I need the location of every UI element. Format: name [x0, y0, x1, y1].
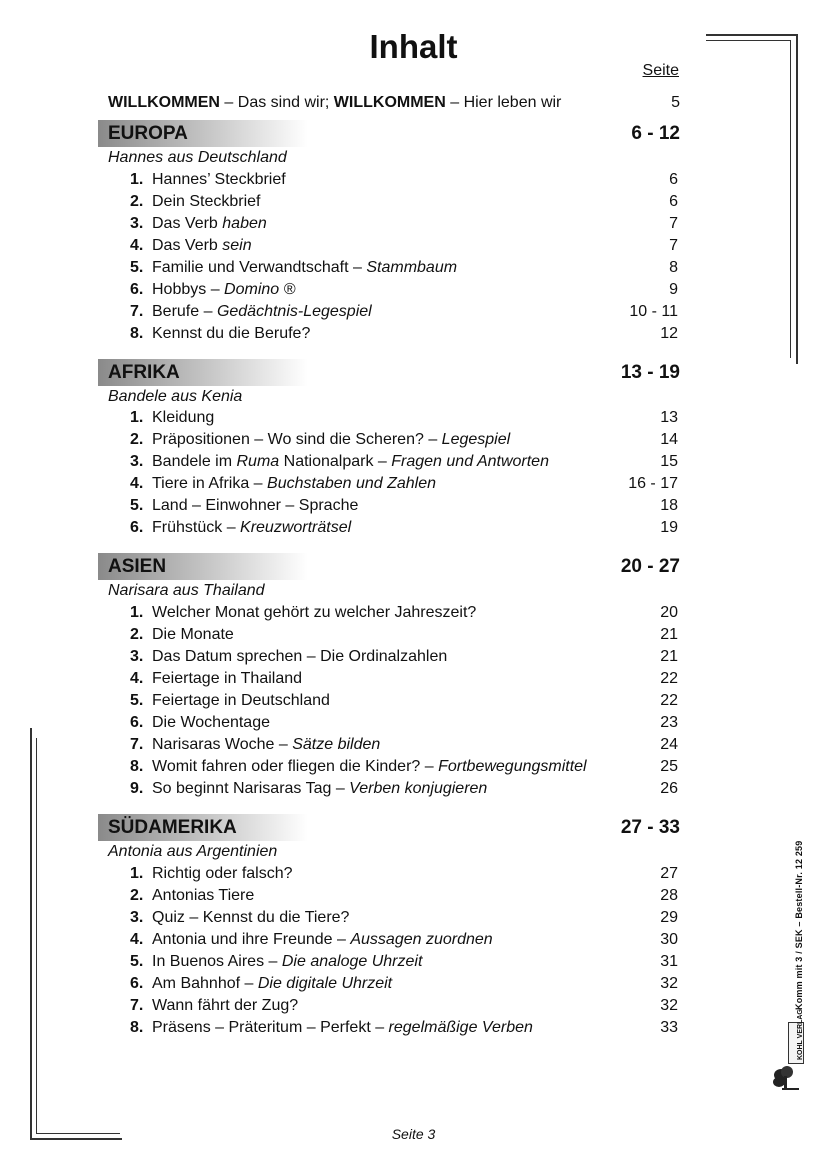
section-subtitle-asien: Narisara aus Thailand: [108, 582, 265, 599]
item-number: 4.: [130, 670, 144, 687]
item-number: 1.: [130, 171, 144, 188]
item-title: Land – Einwohner – Sprache: [152, 497, 359, 514]
frame-right-vertical-line: [796, 34, 798, 364]
item-number: 1.: [130, 409, 144, 426]
welcome-text-1: – Das sind wir;: [219, 94, 334, 111]
toc-item[interactable]: [130, 517, 678, 539]
item-title-italic: Ruma: [236, 453, 280, 470]
item-title-italic: Sätze bilden: [292, 736, 381, 753]
page-column-header: Seite: [642, 62, 679, 79]
section-subtitle-afrika: Bandele aus Kenia: [108, 388, 243, 405]
frame-left-vertical-line: [30, 728, 32, 1140]
item-title: Feiertage in Thailand: [152, 670, 303, 687]
item-number: 6.: [130, 519, 144, 536]
toc-item[interactable]: [130, 323, 678, 345]
item-title-italic: Kreuzworträtsel: [240, 519, 352, 536]
item-page-number: 27: [660, 865, 678, 882]
side-order-label: Komm mit 3 / SEK – Bestell-Nr. 12 259: [794, 840, 804, 1010]
item-number: 2.: [130, 626, 144, 643]
section-name: AFRIKA: [108, 362, 180, 383]
toc-item[interactable]: [130, 1017, 678, 1039]
item-page-number: 26: [660, 780, 678, 797]
item-title: Familie und Verwandtschaft –: [152, 259, 367, 276]
toc-item[interactable]: [130, 169, 678, 191]
item-title-italic: Fortbewegungsmittel: [438, 758, 587, 775]
item-number: 7.: [130, 736, 144, 753]
item-title: Kleidung: [152, 409, 215, 426]
item-title: Hobbys –: [152, 281, 225, 298]
item-number: 3.: [130, 215, 144, 232]
item-title-italic: Buchstaben und Zahlen: [267, 475, 437, 492]
item-title-italic: haben: [222, 215, 267, 232]
item-number: 5.: [130, 692, 144, 709]
item-title: Narisaras Woche –: [152, 736, 293, 753]
item-title: Berufe –: [152, 303, 217, 320]
toc-item[interactable]: [130, 407, 678, 429]
item-page-number: 30: [660, 931, 678, 948]
item-page-number: 9: [669, 281, 678, 298]
item-page-number: 16 - 17: [628, 475, 678, 492]
item-title-italic: Legespiel: [441, 431, 511, 448]
item-number: 8.: [130, 1019, 144, 1036]
item-page-number: 10 - 11: [629, 303, 678, 320]
item-number: 3.: [130, 648, 144, 665]
item-number: 5.: [130, 259, 144, 276]
toc-item[interactable]: [130, 646, 678, 668]
item-title-italic: Die analoge Uhrzeit: [281, 953, 423, 970]
item-page-number: 24: [660, 736, 678, 753]
section-name: EUROPA: [108, 123, 188, 144]
item-page-number: 7: [669, 215, 678, 232]
item-page-number: 19: [660, 519, 678, 536]
welcome-page-number: 5: [671, 94, 680, 111]
item-title: Bandele im: [152, 453, 237, 470]
item-page-number: 12: [660, 325, 678, 342]
item-page-number: 21: [660, 648, 678, 665]
item-page-number: 23: [660, 714, 678, 731]
item-number: 1.: [130, 865, 144, 882]
item-page-number: 31: [660, 953, 678, 970]
item-page-number: 7: [669, 237, 678, 254]
item-title: So beginnt Narisaras Tag –: [152, 780, 350, 797]
item-title-italic: Gedächtnis-Legespiel: [216, 303, 372, 320]
item-title: Die Monate: [152, 626, 234, 643]
item-title-italic: Domino ®: [224, 281, 296, 298]
page-footer: Seite 3: [391, 1126, 436, 1142]
item-number: 2.: [130, 193, 144, 210]
section-subtitle-suedamerika: Antonia aus Argentinien: [108, 843, 278, 860]
item-title: Welcher Monat gehört zu welcher Jahreszeit?: [152, 604, 477, 621]
item-number: 9.: [130, 780, 144, 797]
item-title-italic: sein: [222, 237, 252, 254]
toc-item[interactable]: [130, 951, 678, 973]
item-title-part2: Nationalpark –: [279, 453, 392, 470]
section-page-range: 27 - 33: [620, 817, 680, 838]
item-title: Präpositionen – Wo sind die Scheren? –: [152, 431, 442, 448]
item-page-number: 20: [660, 604, 678, 621]
toc-item[interactable]: [130, 301, 678, 323]
item-number: 6.: [130, 281, 144, 298]
item-page-number: 6: [669, 193, 678, 210]
toc-item[interactable]: [130, 235, 678, 257]
item-title: Frühstück –: [152, 519, 241, 536]
item-title: Präsens – Präteritum – Perfekt –: [152, 1019, 389, 1036]
item-title: Richtig oder falsch?: [152, 865, 293, 882]
toc-item[interactable]: [130, 712, 678, 734]
item-number: 6.: [130, 975, 144, 992]
toc-item[interactable]: [130, 257, 678, 279]
item-title: Hannes’ Steckbrief: [152, 171, 286, 188]
item-title: Quiz – Kennst du die Tiere?: [152, 909, 350, 926]
item-number: 4.: [130, 237, 144, 254]
toc-item[interactable]: [130, 473, 678, 495]
toc-item[interactable]: [130, 995, 678, 1017]
toc-item[interactable]: [130, 778, 678, 800]
section-subtitle-europa: Hannes aus Deutschland: [108, 149, 287, 166]
item-title: Tiere in Afrika –: [152, 475, 268, 492]
toc-item[interactable]: [130, 668, 678, 690]
section-name: ASIEN: [108, 556, 167, 577]
toc-item[interactable]: [130, 973, 678, 995]
item-number: 7.: [130, 997, 144, 1014]
item-number: 3.: [130, 453, 144, 470]
item-page-number: 22: [660, 692, 678, 709]
item-number: 5.: [130, 497, 144, 514]
item-title-italic: Verben konjugieren: [349, 780, 488, 797]
item-title: In Buenos Aires –: [152, 953, 282, 970]
page-title: Inhalt: [369, 28, 458, 65]
item-page-number: 18: [660, 497, 678, 514]
toc-item[interactable]: [130, 690, 678, 712]
item-number: 2.: [130, 887, 144, 904]
item-page-number: 25: [660, 758, 678, 775]
toc-item[interactable]: [130, 429, 678, 451]
item-page-number: 13: [660, 409, 678, 426]
toc-item[interactable]: [130, 279, 678, 301]
item-number: 6.: [130, 714, 144, 731]
item-page-number: 32: [660, 997, 678, 1014]
toc-item[interactable]: [130, 907, 678, 929]
section-page-range: 13 - 19: [620, 362, 680, 383]
item-title: Am Bahnhof –: [152, 975, 258, 992]
item-title: Das Verb: [152, 215, 223, 232]
item-title: Feiertage in Deutschland: [152, 692, 330, 709]
item-title: Dein Steckbrief: [152, 193, 261, 210]
item-number: 4.: [130, 475, 144, 492]
section-name: SÜDAMERIKA: [108, 817, 237, 838]
toc-item[interactable]: [130, 191, 678, 213]
item-title: Antonias Tiere: [152, 887, 255, 904]
welcome-bold-1: WILLKOMMEN: [108, 94, 220, 111]
toc-item[interactable]: [130, 624, 678, 646]
item-title: Antonia und ihre Freunde –: [152, 931, 351, 948]
toc-welcome-row[interactable]: [108, 92, 680, 114]
frame-left-vertical-line-inner: [36, 738, 37, 1134]
item-title: Womit fahren oder fliegen die Kinder? –: [152, 758, 439, 775]
item-page-number: 14: [660, 431, 678, 448]
toc-item[interactable]: [130, 495, 678, 517]
section-header-afrika[interactable]: [98, 359, 680, 387]
section-page-range: 6 - 12: [631, 123, 680, 144]
item-title-italic: Die digitale Uhrzeit: [257, 975, 393, 992]
item-number: 8.: [130, 758, 144, 775]
item-title: Wann fährt der Zug?: [152, 997, 299, 1014]
toc-item[interactable]: [130, 929, 678, 951]
tree-icon: [771, 1064, 801, 1092]
item-number: 5.: [130, 953, 144, 970]
toc-item[interactable]: [130, 756, 678, 778]
section-header-asien[interactable]: [98, 553, 680, 581]
welcome-bold-2: WILLKOMMEN: [333, 94, 446, 111]
item-title: Das Verb: [152, 237, 223, 254]
item-title-italic-part2: Fragen und Antworten: [391, 453, 549, 470]
item-page-number: 8: [669, 259, 678, 276]
item-number: 3.: [130, 909, 144, 926]
item-number: 2.: [130, 431, 144, 448]
item-number: 8.: [130, 325, 144, 342]
item-number: 4.: [130, 931, 144, 948]
item-page-number: 22: [660, 670, 678, 687]
section-header-europa[interactable]: [98, 120, 680, 148]
section-page-range: 20 - 27: [620, 556, 680, 577]
item-title-italic: Stammbaum: [366, 259, 458, 276]
welcome-text-2: – Hier leben wir: [445, 94, 562, 111]
item-page-number: 21: [660, 626, 678, 643]
toc-item[interactable]: [130, 451, 678, 473]
item-title: Das Datum sprechen – Die Ordinalzahlen: [152, 648, 448, 665]
item-title: Die Wochentage: [152, 714, 270, 731]
frame-right-vertical-line-inner: [790, 40, 791, 358]
section-header-suedamerika[interactable]: [98, 814, 680, 842]
item-number: 7.: [130, 303, 144, 320]
item-title-italic: Aussagen zuordnen: [350, 931, 493, 948]
toc-item[interactable]: [130, 213, 678, 235]
item-page-number: 32: [660, 975, 678, 992]
toc-item[interactable]: [130, 885, 678, 907]
item-page-number: 15: [660, 453, 678, 470]
publisher-logo-text: KOHL VERLAG: [797, 1009, 804, 1060]
item-number: 1.: [130, 604, 144, 621]
item-title: Kennst du die Berufe?: [152, 325, 311, 342]
item-page-number: 29: [660, 909, 678, 926]
item-title-italic: regelmäßige Verben: [388, 1019, 533, 1036]
item-page-number: 33: [660, 1019, 678, 1036]
toc-item[interactable]: [130, 863, 678, 885]
item-page-number: 28: [660, 887, 678, 904]
toc-item[interactable]: [130, 734, 678, 756]
toc-item[interactable]: [130, 602, 678, 624]
item-page-number: 6: [669, 171, 678, 188]
